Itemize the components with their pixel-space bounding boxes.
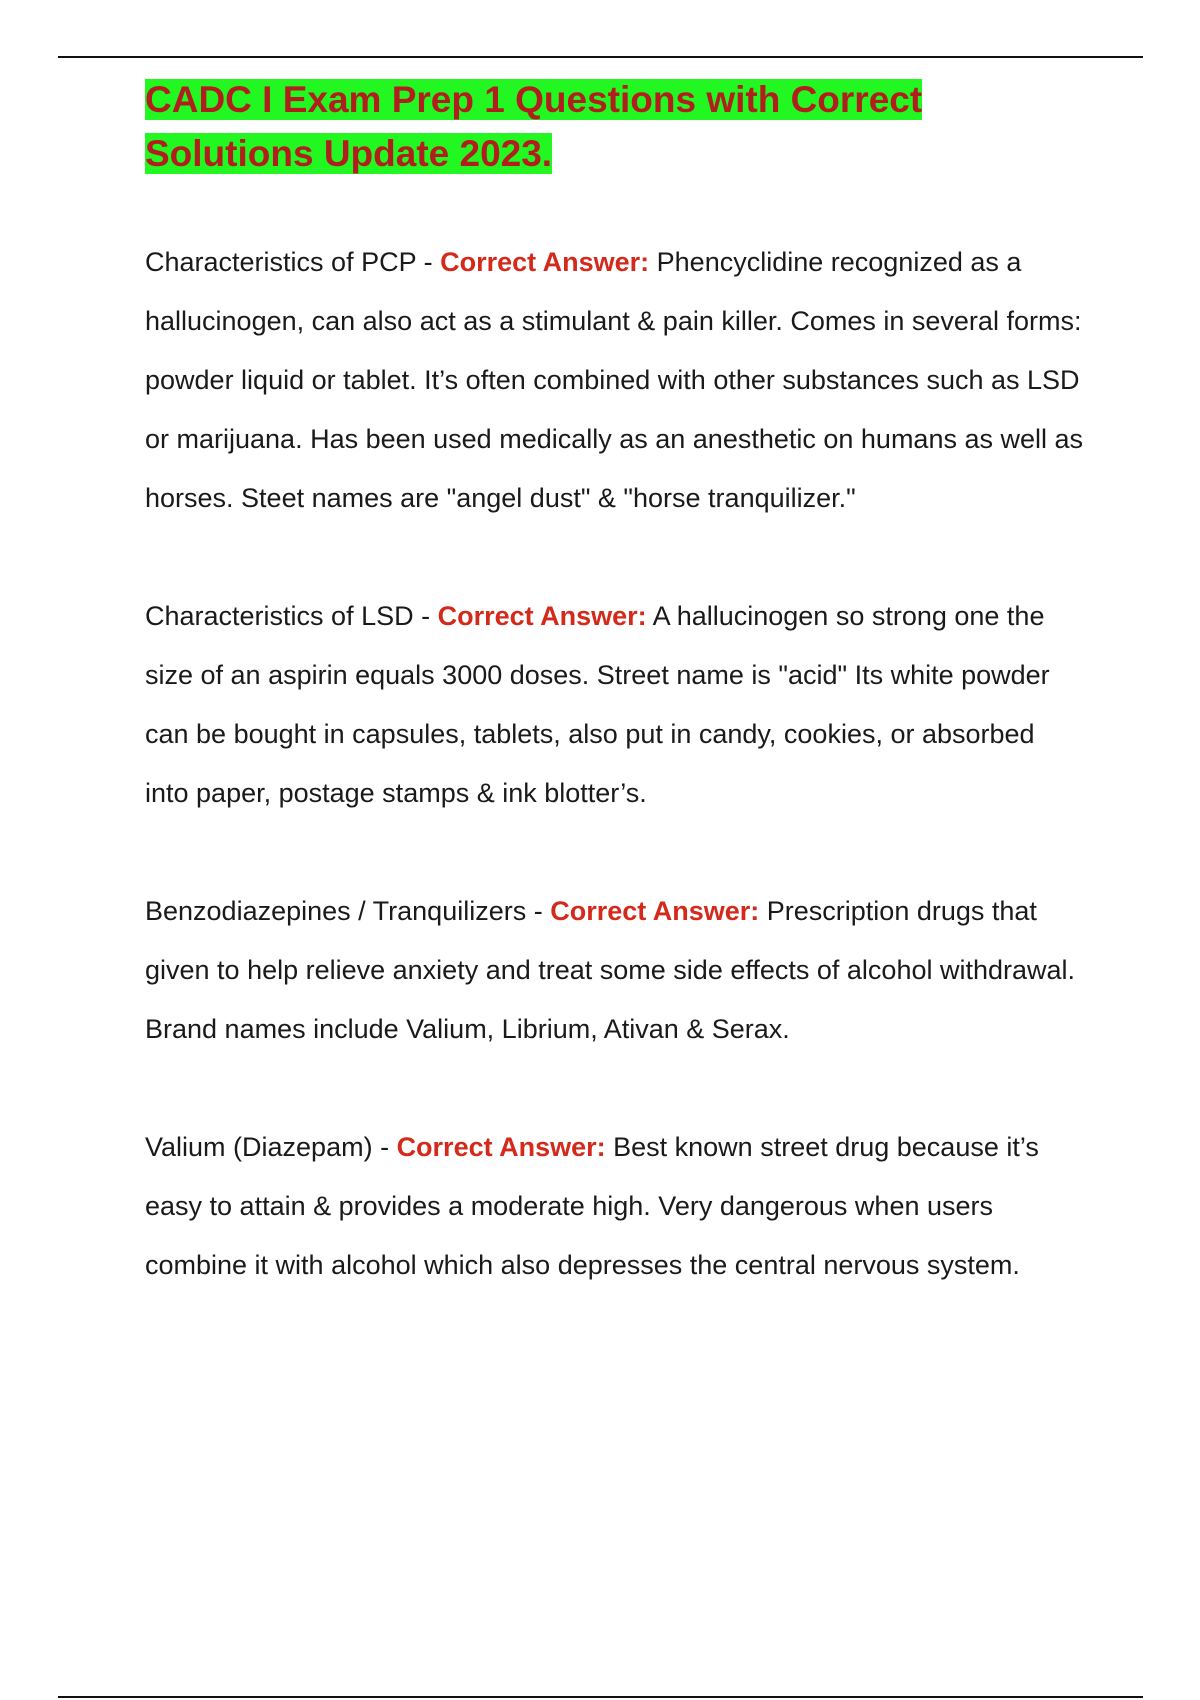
qa-term: Characteristics of PCP - xyxy=(145,247,441,277)
qa-item-pcp xyxy=(145,233,1085,528)
qa-answer: Prescription drugs that given to help relieve anxiety and treat some side effects of alcohol withdrawal. Brand names include Valium, Librium, Ativan & Serax. xyxy=(145,896,1076,1044)
document-page xyxy=(145,73,1085,1354)
header-rule xyxy=(58,56,1143,58)
qa-term: Valium (Diazepam) - xyxy=(145,1132,397,1162)
footer-rule xyxy=(58,1696,1143,1698)
correct-answer-label: Correct Answer: xyxy=(396,1132,606,1162)
qa-term: Characteristics of LSD - xyxy=(145,601,438,631)
qa-list xyxy=(145,233,1085,1295)
qa-item-valium xyxy=(145,1118,1085,1295)
qa-term: Benzodiazepines / Tranquilizers - xyxy=(145,896,551,926)
qa-item-benzodiazepines xyxy=(145,882,1085,1059)
title-highlight: CADC I Exam Prep 1 Questions with Correct Solutions Update 2023. xyxy=(145,79,923,174)
correct-answer-label: Correct Answer: xyxy=(437,601,647,631)
qa-answer: Phencyclidine recognized as a hallucinogen, can also act as a stimulant & pain killer. Comes in several forms: powder liquid or tablet. It’s often combined with other substances such as LSD or marijuana. Has been used medically as an anesthetic on humans as well as horses. Steet names are "angel dust" & "horse tranquilizer." xyxy=(145,247,1084,513)
correct-answer-label: Correct Answer: xyxy=(550,896,760,926)
qa-answer: A hallucinogen so strong one the size of an aspirin equals 3000 doses. Street name is "acid" Its white powder can be bought in capsules, tablets, also put in candy, cookies, or absorbed into paper, postage stamps & ink blotter’s. xyxy=(145,601,1050,808)
correct-answer-label: Correct Answer: xyxy=(440,247,650,277)
document-title xyxy=(145,73,965,181)
qa-item-lsd xyxy=(145,587,1085,823)
qa-answer: Best known street drug because it’s easy to attain & provides a moderate high. Very dangerous when users combine it with alcohol which also depresses the central nervous system. xyxy=(145,1132,1039,1280)
